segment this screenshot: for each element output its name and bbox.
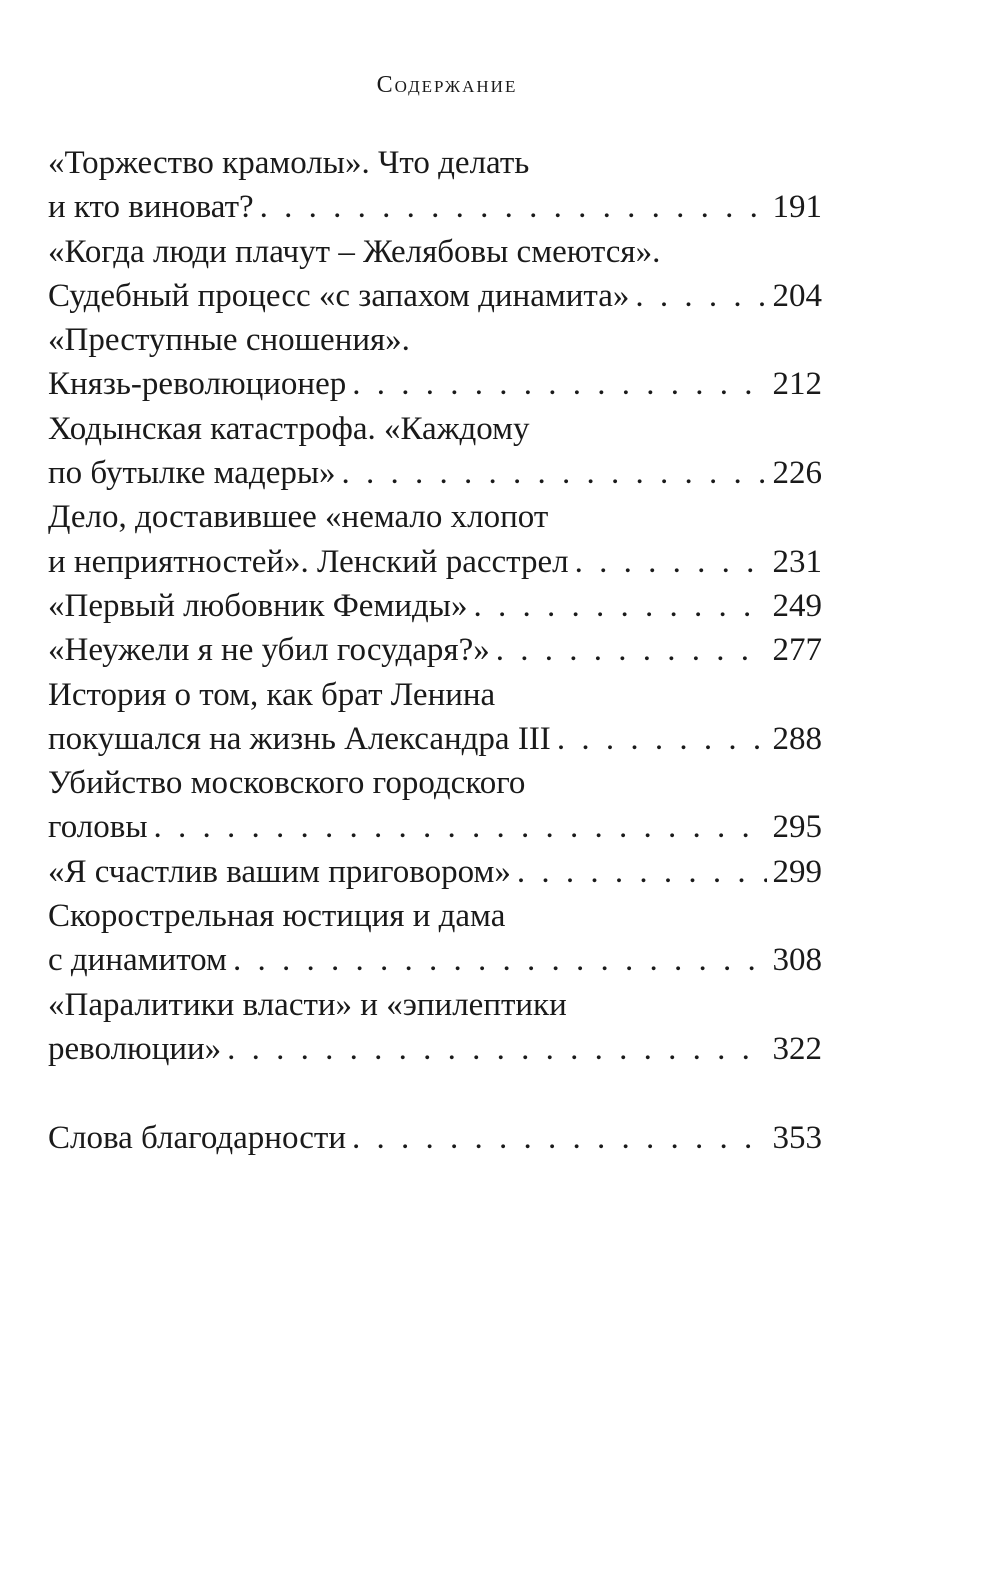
toc-entry[interactable]	[48, 1116, 822, 1160]
toc-page-number: 322	[772, 1030, 822, 1067]
toc-entry-line	[48, 407, 822, 451]
toc-entry[interactable]	[48, 761, 822, 850]
toc-entry-line	[48, 850, 822, 894]
dot-leader	[227, 1027, 766, 1071]
toc-entry-line	[48, 495, 822, 539]
toc-entry[interactable]	[48, 983, 822, 1072]
toc-entry-line	[48, 983, 822, 1027]
dot-leader	[352, 362, 766, 406]
toc-entry-line	[48, 894, 822, 938]
toc-entry-title: Князь-революционер	[48, 366, 347, 403]
toc-page-number: 277	[772, 632, 822, 669]
toc-page-number: 226	[772, 455, 822, 492]
dot-leader	[352, 1116, 766, 1160]
toc-page-number: 353	[772, 1119, 822, 1156]
toc-entry-title: «Неужели я не убил государя?»	[48, 632, 490, 669]
toc-entry-line	[48, 584, 822, 628]
toc-entry-line	[48, 673, 822, 717]
page-title: Содержание	[376, 72, 518, 98]
toc-entry-line	[48, 540, 822, 584]
toc-entry-line	[48, 805, 822, 849]
toc-entry-line	[48, 141, 822, 185]
toc-entry-line	[48, 274, 822, 318]
toc-entry-title: «Преступные сношения».	[48, 322, 410, 359]
dot-leader	[557, 717, 767, 761]
toc-entry-title: Ходынская катастрофа. «Каждому	[48, 410, 530, 447]
dot-leader	[517, 850, 767, 894]
toc-entry-line	[48, 761, 822, 805]
toc-entry-title: по бутылке мадеры»	[48, 455, 336, 492]
toc-entry-line	[48, 628, 822, 672]
toc-entry-title: История о том, как брат Ленина	[48, 676, 496, 713]
toc-entry-title: и неприятностей». Ленский расстрел	[48, 543, 569, 580]
toc-entry-line	[48, 938, 822, 982]
toc-entry-title: «Паралитики власти» и «эпилептики	[48, 986, 567, 1023]
toc-entry[interactable]	[48, 407, 822, 496]
toc-entry[interactable]	[48, 495, 822, 584]
toc-entry-title: головы	[48, 809, 148, 846]
toc-entry-line	[48, 318, 822, 362]
toc-page-number: 204	[772, 277, 822, 314]
toc-entry[interactable]	[48, 894, 822, 983]
toc-entry[interactable]	[48, 673, 822, 762]
toc-page-number: 288	[772, 720, 822, 757]
toc-entry-title: Слова благодарности	[48, 1119, 347, 1156]
toc-entry[interactable]	[48, 230, 822, 319]
toc-entry-title: Судебный процесс «с запахом динамита»	[48, 277, 630, 314]
toc-page-number: 249	[772, 587, 822, 624]
toc-page-number: 212	[772, 366, 822, 403]
dot-leader	[233, 938, 767, 982]
dot-leader	[154, 805, 767, 849]
toc-entry-line	[48, 1027, 822, 1071]
toc-entry[interactable]	[48, 318, 822, 407]
toc-entry[interactable]	[48, 584, 822, 628]
dot-leader	[260, 185, 767, 229]
toc-entry-title: «Я счастлив вашим приговором»	[48, 853, 511, 890]
toc-entry[interactable]	[48, 141, 822, 230]
toc-entry-line	[48, 230, 822, 274]
dot-leader	[635, 274, 766, 318]
toc-entry-title: «Когда люди плачут – Желябовы смеются».	[48, 233, 661, 270]
toc-entry-line	[48, 1116, 822, 1160]
toc-entry-line	[48, 451, 822, 495]
toc-entry-title: Убийство московского городского	[48, 765, 526, 802]
dot-leader	[575, 540, 767, 584]
toc-page-number: 231	[772, 543, 822, 580]
dot-leader	[342, 451, 767, 495]
toc-entry-title: революции»	[48, 1030, 222, 1067]
toc-entry[interactable]	[48, 850, 822, 894]
dot-leader	[473, 584, 766, 628]
toc-page-number: 299	[772, 853, 822, 890]
table-of-contents	[48, 141, 822, 1160]
spacer	[48, 1071, 822, 1115]
toc-entry-title: с динамитом	[48, 942, 227, 979]
toc-entry-title: «Первый любовник Фемиды»	[48, 587, 468, 624]
toc-entry-title: «Торжество крамолы». Что делать	[48, 145, 530, 181]
toc-entry-title: Скорострельная юстиция и дама	[48, 898, 506, 935]
toc-entry-title: Дело, доставившее «немало хлопот	[48, 499, 549, 536]
toc-entry-line	[48, 362, 822, 406]
toc-page-number: 308	[772, 942, 822, 979]
toc-entry-title: и кто виноват?	[48, 189, 254, 226]
dot-leader	[496, 628, 767, 672]
toc-entry-title: покушался на жизнь Александра III	[48, 720, 551, 757]
toc-entry[interactable]	[48, 628, 822, 672]
toc-page-number: 191	[772, 189, 822, 226]
toc-entry-line	[48, 717, 822, 761]
toc-entry-line	[48, 185, 822, 229]
toc-page-number: 295	[772, 809, 822, 846]
